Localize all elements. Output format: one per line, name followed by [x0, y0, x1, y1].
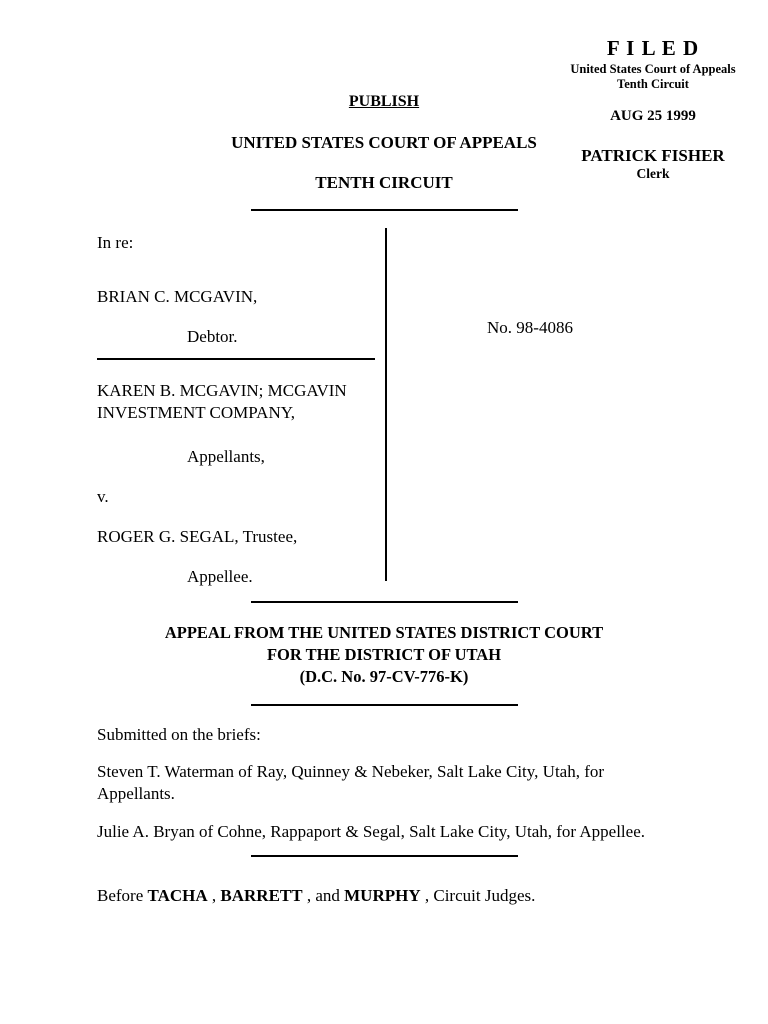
- case-number: No. 98-4086: [487, 318, 573, 337]
- appellee-counsel: Julie A. Bryan of Cohne, Rappaport & Segal, Salt Lake City, Utah, for Appellee.: [97, 822, 645, 841]
- caption-debtor-name: BRIAN C. MCGAVIN,: [97, 287, 258, 306]
- judge-barrett: BARRETT: [220, 886, 303, 905]
- caption-appellee-label: Appellee.: [187, 567, 253, 586]
- caption-debtor-label: Debtor.: [187, 327, 238, 346]
- appeal-origin-line3: (D.C. No. 97-CV-776-K): [299, 667, 469, 686]
- case-caption: [97, 232, 375, 588]
- briefs-section: [97, 724, 682, 843]
- panel-separator-2: , and: [302, 886, 345, 905]
- caption-in-re: In re:: [97, 233, 134, 252]
- caption-vertical-rule: [385, 228, 387, 581]
- judge-tacha: TACHA: [147, 886, 208, 905]
- panel-separator-1: ,: [207, 886, 221, 905]
- appeal-origin: [0, 622, 768, 688]
- panel-before-text: Before: [97, 886, 148, 905]
- filed-stamp-circuit: Tenth Circuit: [617, 76, 689, 91]
- caption-appellants-label: Appellants,: [187, 447, 265, 466]
- appeal-origin-line1: APPEAL FROM THE UNITED STATES DISTRICT COURT: [164, 623, 604, 642]
- caption-appellants-names: KAREN B. MCGAVIN; MCGAVIN INVESTMENT COMPANY,: [97, 381, 347, 422]
- appeal-origin-line2: FOR THE DISTRICT OF UTAH: [266, 645, 502, 664]
- judge-murphy: MURPHY: [344, 886, 421, 905]
- circuit-title: TENTH CIRCUIT: [315, 173, 453, 192]
- briefs-intro: Submitted on the briefs:: [97, 725, 261, 744]
- divider-briefs-bottom: [251, 855, 518, 857]
- filed-stamp-court: United States Court of Appeals: [570, 62, 736, 77]
- panel-suffix-text: , Circuit Judges.: [420, 886, 536, 905]
- caption-appellee-name: ROGER G. SEGAL, Trustee,: [97, 527, 298, 546]
- caption-versus: v.: [97, 487, 109, 506]
- filed-stamp-date: AUG 25 1999: [610, 107, 696, 124]
- publish-heading: [0, 93, 768, 111]
- clerk-name: PATRICK FISHER: [581, 146, 725, 166]
- appellants-counsel: Steven T. Waterman of Ray, Quinney & Nebeker, Salt Lake City, Utah, for Appellants.: [97, 762, 605, 803]
- caption-divider-line: [97, 358, 375, 360]
- divider-caption-bottom: [251, 601, 518, 603]
- divider-appeal-bottom: [251, 704, 518, 706]
- clerk-title: Clerk: [636, 165, 670, 181]
- divider-header: [251, 209, 518, 211]
- panel-of-judges: [97, 886, 697, 906]
- court-title: UNITED STATES COURT OF APPEALS: [231, 133, 537, 152]
- filed-stamp-title: F I L E D: [606, 36, 700, 60]
- publish-heading-text: PUBLISH: [348, 93, 420, 110]
